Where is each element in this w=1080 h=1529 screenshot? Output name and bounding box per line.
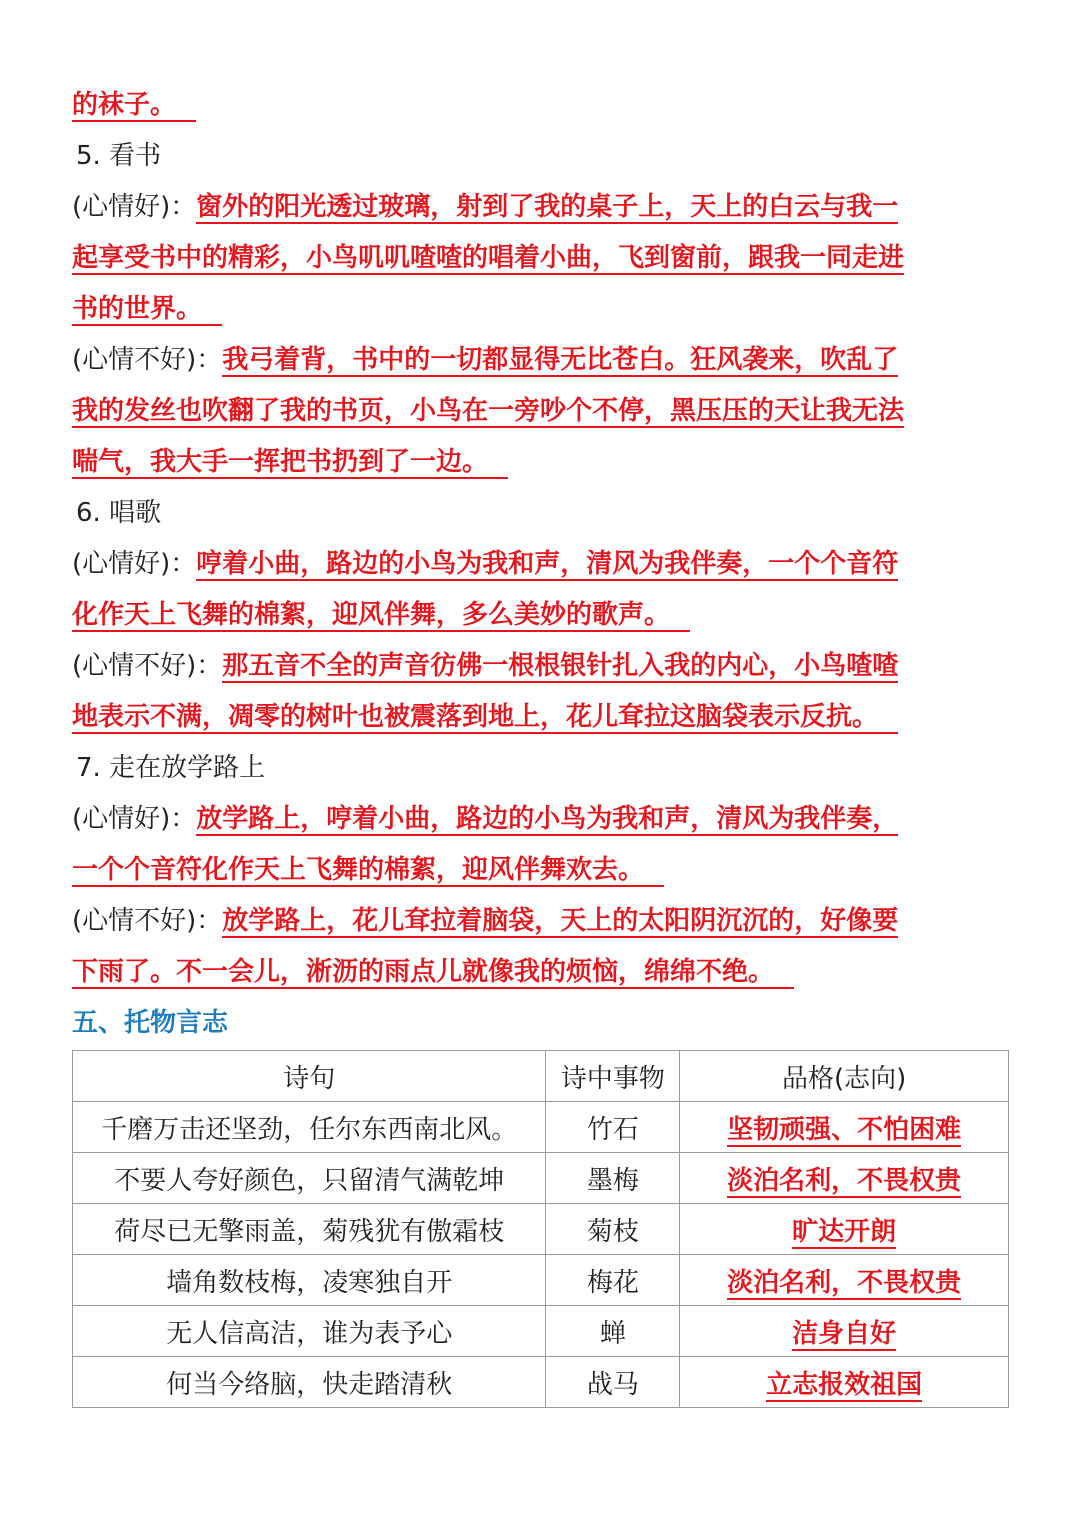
character-cell: 立志报效祖国 [680,1357,1009,1408]
item-title: 6. 唱歌 [76,498,162,528]
poem-line-cell: 千磨万击还坚劲，任尔东西南北风。 [73,1102,546,1153]
table-row [73,1357,1009,1408]
bad-mood-line-2 [72,692,1010,743]
answer-text: 放学路上，哼着小曲，路边的小鸟为我和声，清风为我伴奏， [196,804,899,834]
good-mood-line-1 [72,794,1010,845]
character-cell: 淡泊名利，不畏权贵 [680,1153,1009,1204]
header-poem-line: 诗句 [73,1051,546,1102]
item-title: 7. 走在放学路上 [76,753,266,783]
answer-text: 喘气，我大手一挥把书扔到了一边。 [72,447,508,479]
table-row [73,1153,1009,1204]
poem-line-cell: 无人信高洁，谁为表予心 [73,1306,546,1357]
good-mood-label: (心情好)： [72,192,197,222]
answer-text: 化作天上飞舞的棉絮，迎风伴舞，多么美妙的歌声。 [72,600,690,632]
poem-line-cell: 荷尽已无擎雨盖，菊残犹有傲霜枝 [73,1204,546,1255]
bad-mood-line-2 [72,386,1010,437]
good-mood-line-1 [72,182,1010,233]
character-cell: 淡泊名利，不畏权贵 [680,1255,1009,1306]
table-row [73,1255,1009,1306]
good-mood-line-2 [72,233,1010,284]
table-header-row [73,1051,1009,1102]
answer-text: 一个个音符化作天上飞舞的棉絮，迎风伴舞欢去。 [72,855,664,887]
document-body [72,80,1010,1049]
bad-mood-line-1 [72,896,1010,947]
good-mood-line-2 [72,845,1010,896]
answer-text: 地表示不满，凋零的树叶也被震落到地上，花儿耷拉这脑袋表示反抗。 [72,702,898,734]
poem-object-cell: 战马 [546,1357,680,1408]
table-row [73,1204,1009,1255]
item-title: 5. 看书 [76,141,162,171]
poem-object-cell: 墨梅 [546,1153,680,1204]
good-mood-line-1 [72,539,1010,590]
good-mood-line-3 [72,284,1010,335]
bad-mood-line-2 [72,947,1010,998]
bad-mood-label: (心情不好)： [72,651,223,681]
poem-object-cell: 蝉 [546,1306,680,1357]
answer-text: 窗外的阳光透过玻璃，射到了我的桌子上，天上的白云与我一 [196,192,899,222]
bad-mood-line-1 [72,335,1010,386]
character-cell: 洁身自好 [680,1306,1009,1357]
poem-table [72,1050,1009,1408]
item-5 [72,131,1010,488]
character-cell: 坚韧顽强、不怕困难 [680,1102,1009,1153]
poem-object-cell: 菊枝 [546,1204,680,1255]
answer-text: 的袜子。 [72,90,196,122]
answer-text: 我弓着背，书中的一切都显得无比苍白。狂风袭来，吹乱了 [222,345,899,375]
intro-tail-line [72,80,1010,131]
bad-mood-label: (心情不好)： [72,906,223,936]
header-character: 品格(志向) [680,1051,1009,1102]
character-cell: 旷达开朗 [680,1204,1009,1255]
item-6 [72,488,1010,743]
poem-line-cell: 何当今络脑，快走踏清秋 [73,1357,546,1408]
poem-object-cell: 竹石 [546,1102,680,1153]
poem-line-cell: 墙角数枝梅，凌寒独自开 [73,1255,546,1306]
item-7 [72,743,1010,998]
answer-text: 那五音不全的声音彷佛一根根银针扎入我的内心，小鸟喳喳 [222,651,899,681]
answer-text: 下雨了。不一会儿，淅沥的雨点儿就像我的烦恼，绵绵不绝。 [72,957,794,989]
answer-text: 哼着小曲，路边的小鸟为我和声，清风为我伴奏，一个个音符 [196,549,899,579]
table-row [73,1306,1009,1357]
answer-text: 我的发丝也吹翻了我的书页，小鸟在一旁吵个不停，黑压压的天让我无法 [72,396,905,426]
answer-text: 放学路上，花儿耷拉着脑袋，天上的太阳阴沉沉的，好像要 [222,906,899,936]
answer-text: 书的世界。 [72,294,222,326]
table-row [73,1102,1009,1153]
bad-mood-label: (心情不好)： [72,345,223,375]
good-mood-label: (心情好)： [72,549,197,579]
good-mood-label: (心情好)： [72,804,197,834]
bad-mood-line-1 [72,641,1010,692]
good-mood-line-2 [72,590,1010,641]
poem-object-cell: 梅花 [546,1255,680,1306]
bad-mood-line-3 [72,437,1010,488]
section-heading: 五、托物言志 [72,1008,229,1038]
header-poem-object: 诗中事物 [546,1051,680,1102]
answer-text: 起享受书中的精彩，小鸟叽叽喳喳的唱着小曲，飞到窗前，跟我一同走进 [72,243,905,273]
poem-line-cell: 不要人夸好颜色，只留清气满乾坤 [73,1153,546,1204]
